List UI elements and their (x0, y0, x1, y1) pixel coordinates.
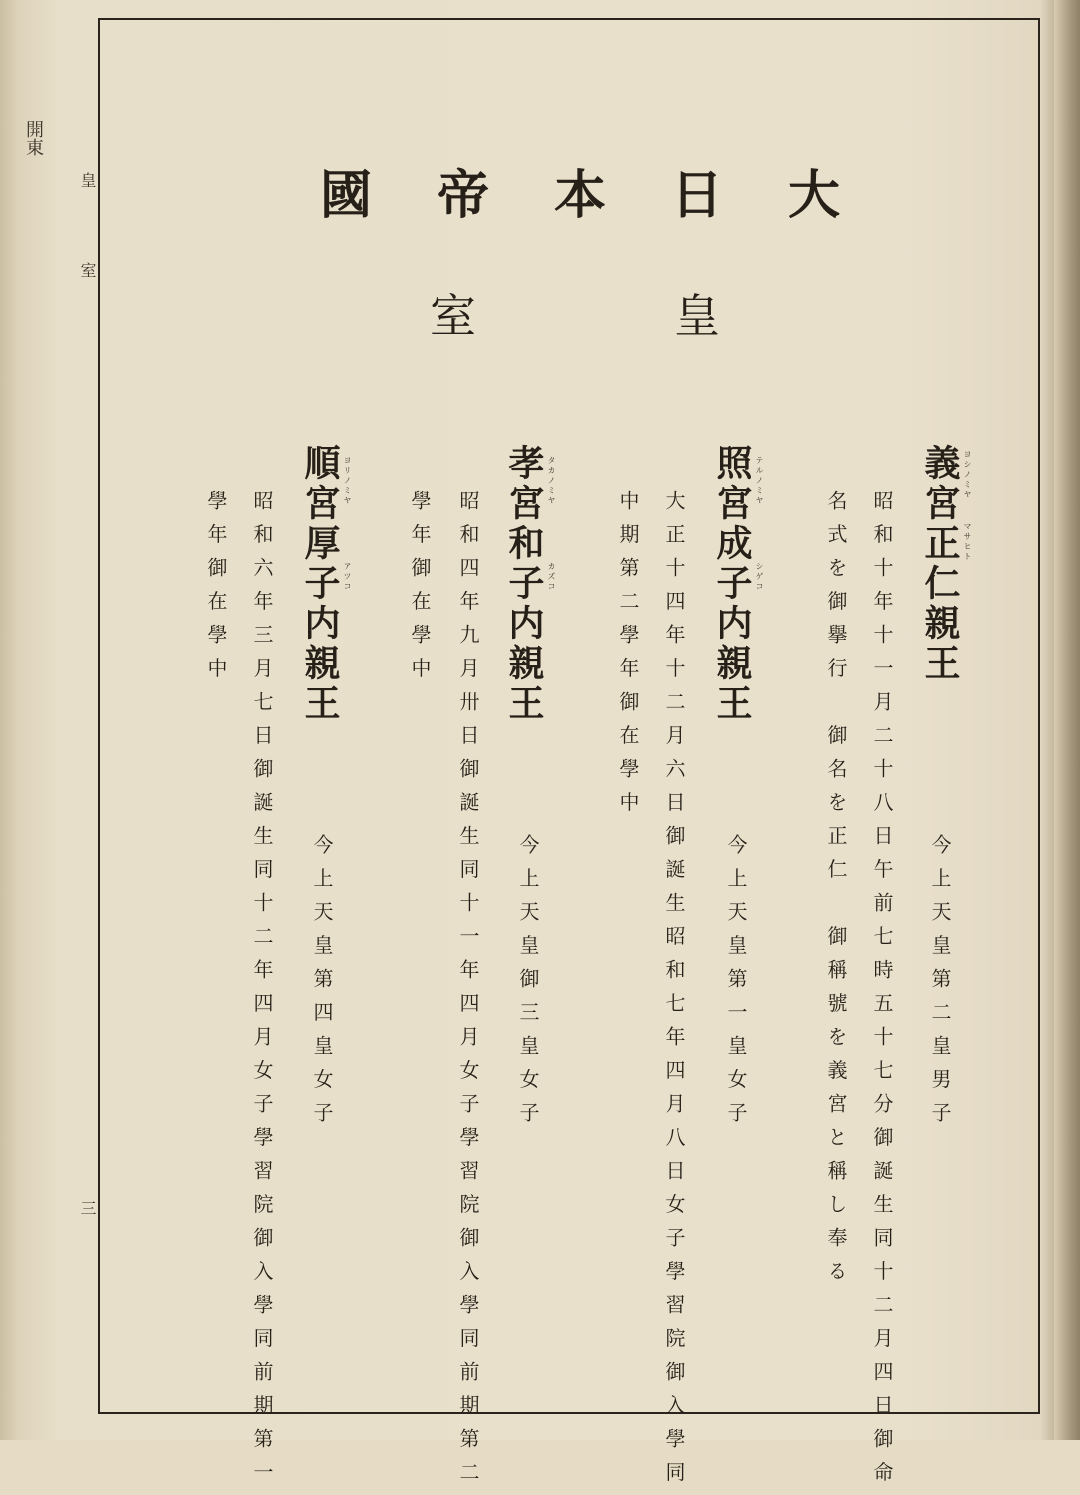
title-char: 本 (553, 164, 606, 226)
page-title (320, 150, 840, 230)
entry-name: 義宮正仁親王 (919, 444, 961, 684)
entry-name: 孝宮和子内親王 (503, 444, 545, 724)
title-char: 日 (670, 164, 723, 226)
subtitle-char: 皇 (674, 289, 720, 343)
entry-line: 今上天皇第二皇男子 (928, 834, 952, 1136)
name-ruby: タカノミヤ (547, 456, 556, 506)
entry-line: 今上天皇御三皇女子 (516, 834, 540, 1136)
margin-tab: 開東 (23, 120, 44, 156)
entry-line: 今上天皇第一皇女子 (724, 834, 748, 1136)
page-number: 三 (78, 1200, 97, 1216)
entry-line: 學年御在學中 (204, 490, 228, 691)
entry-name: 照宮成子内親王 (711, 444, 753, 724)
name-ruby: アツコ (343, 562, 352, 592)
entry-line: 昭和四年九月卅日御誕生同十一年四月女子學習院御入學同前期第二 (456, 490, 480, 1495)
binding-edge (1054, 0, 1080, 1440)
name-ruby: カズコ (547, 562, 556, 592)
entry-line: 大正十四年十二月六日御誕生昭和七年四月八日女子學習院御入學同 (662, 490, 686, 1495)
name-ruby: テルノミヤ (755, 456, 764, 506)
title-char: 帝 (436, 164, 489, 226)
subtitle-char: 室 (430, 289, 476, 343)
name-ruby: マサヒト (963, 522, 972, 562)
title-char: 國 (320, 164, 373, 226)
entry-line: 名式を御擧行 御名を正仁 御稱號を義宮と稱し奉る (824, 490, 848, 1294)
running-head-1: 皇 (78, 172, 97, 188)
name-ruby: シゲコ (755, 562, 764, 592)
entry-line: 昭和六年三月七日御誕生同十二年四月女子學習院御入學同前期第一 (250, 490, 274, 1495)
name-ruby: ヨリノミヤ (343, 456, 352, 506)
entry-line: 昭和十年十一月二十八日午前七時五十七分御誕生同十二月四日御命 (870, 490, 894, 1495)
title-char: 大 (787, 164, 840, 226)
entry-line: 學年御在學中 (408, 490, 432, 691)
section-heading (430, 278, 720, 348)
entry-line: 中期第二學年御在學中 (616, 490, 640, 825)
name-ruby: ヨシノミヤ (963, 450, 972, 500)
entry-name: 順宮厚子内親王 (299, 444, 341, 724)
entry-line: 今上天皇第四皇女子 (310, 834, 334, 1136)
running-head-2: 室 (78, 262, 97, 278)
